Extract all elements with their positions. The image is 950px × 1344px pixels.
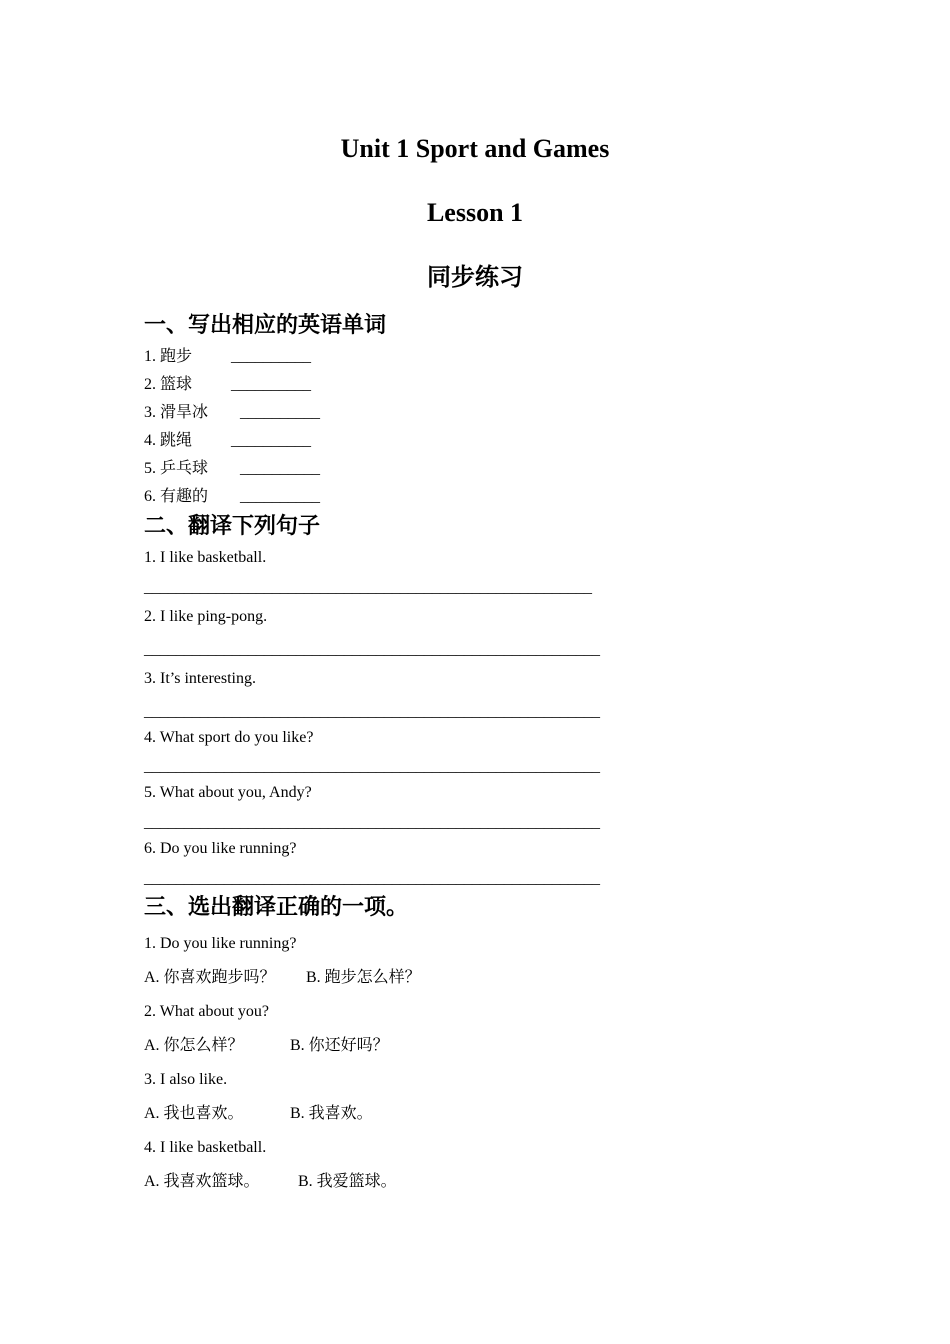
answer-line[interactable]: _________________________________________________________ [144,703,600,720]
answer-line[interactable]: _________________________________________________________ [144,641,600,658]
section3-heading: 三、选出翻译正确的一项。 [144,895,409,920]
answer-line[interactable]: ________________________________________________________ [144,579,592,596]
lesson-title: Lesson 1 [426,198,524,227]
sentence-item: 5. What about you, Andy? [144,784,312,801]
page-subtitle: 同步练习 [427,263,523,291]
word-item-label: 4. 跳绳 [144,432,193,449]
page-title: Unit 1 Sport and Games [340,134,610,163]
sentence-item: 3. It’s interesting. [144,670,256,687]
word-item-blank[interactable]: __________ [231,348,311,365]
answer-line[interactable]: _________________________________________________________ [144,758,600,775]
word-item-blank[interactable]: __________ [231,376,311,393]
word-item-label: 2. 篮球 [144,376,193,393]
option-b[interactable]: B. 我喜欢。 [290,1105,373,1122]
option-a[interactable]: A. 我喜欢篮球。 [144,1173,260,1190]
word-item-label: 5. 乒乓球 [144,460,209,477]
sentence-item: 1. I like basketball. [144,549,267,566]
word-item-blank[interactable]: __________ [240,404,320,421]
option-a[interactable]: A. 你怎么样？ [144,1037,244,1054]
sentence-item: 4. What sport do you like? [144,729,314,746]
word-item-label: 6. 有趣的 [144,488,209,505]
section1-heading: 一、写出相应的英语单词 [144,313,387,338]
section2-heading: 二、翻译下列句子 [144,514,321,539]
answer-line[interactable]: _________________________________________________________ [144,814,600,831]
answer-line[interactable]: _________________________________________________________ [144,870,600,887]
word-item-label: 1. 跑步 [144,348,193,365]
question-item: 2. What about you? [144,1003,270,1020]
question-item: 1. Do you like running? [144,935,297,952]
word-item-label: 3. 滑旱冰 [144,404,209,421]
word-item-blank[interactable]: __________ [240,488,320,505]
question-item: 4. I like basketball. [144,1139,267,1156]
option-a[interactable]: A. 你喜欢跑步吗？ [144,969,276,986]
option-b[interactable]: B. 你还好吗？ [290,1037,389,1054]
option-b[interactable]: B. 跑步怎么样？ [306,969,421,986]
sentence-item: 2. I like ping-pong. [144,608,268,625]
sentence-item: 6. Do you like running? [144,840,297,857]
option-b[interactable]: B. 我爱篮球。 [298,1173,397,1190]
question-item: 3. I also like. [144,1071,228,1088]
word-item-blank[interactable]: __________ [231,432,311,449]
option-a[interactable]: A. 我也喜欢。 [144,1105,244,1122]
word-item-blank[interactable]: __________ [240,460,320,477]
